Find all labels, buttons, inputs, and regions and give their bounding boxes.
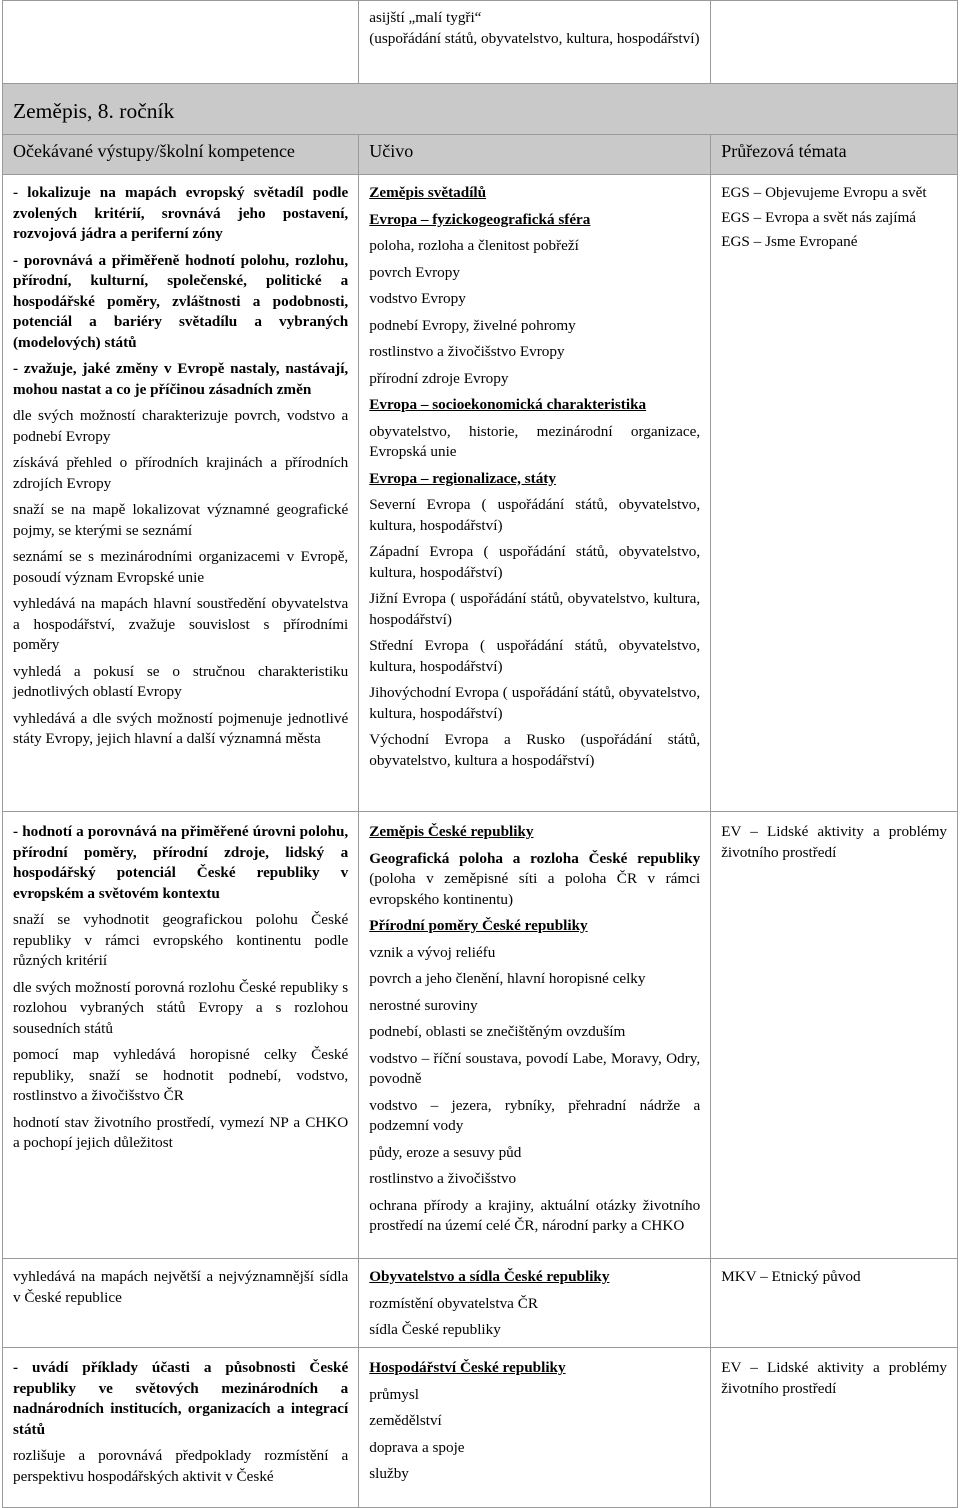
output-item: - zvažuje, jaké změny v Evropě nastaly, nastávají, mohou nastat a co je příčinou zásadních změn — [13, 360, 349, 398]
header-outputs: Očekávané výstupy/školní kompetence — [3, 135, 359, 175]
output-item: snaží se na mapě lokalizovat významné geografické pojmy, se kterými se seznámí — [13, 501, 349, 539]
population-content — [359, 1259, 711, 1348]
output-item: hodnotí stav životního prostředí, vymezí NP a CHKO a pochopí jejich důležitost — [13, 1113, 349, 1151]
title-row — [3, 84, 958, 135]
output-item: - hodnotí a porovnává na přiměřené úrovni polohu, přírodní poměry, přírodní zdroje, lidský a hospodářský potenciál České republiky v evropském a světovém kontextu — [13, 823, 349, 902]
cross-curricular-topic: EV – Lidské aktivity a problémy životního prostředí — [721, 1359, 947, 1397]
top-line2: (uspořádání států, obyvatelstvo, kultura, hospodářství) — [369, 29, 700, 47]
top-line1: asijští „malí tygři“ — [369, 9, 482, 26]
cross-curricular-topic: EGS – Evropa a svět nás zajímá — [721, 208, 917, 226]
output-item: - porovnává a přiměřeně hodnotí polohu, rozlohu, přírodní, kulturní, společenské, politické a hospodářské poměry, zvláštnosti a podobnosti, potenciál a bariéry světadílu a vybraných (modelových) států — [13, 251, 349, 351]
content-item: zemědělství — [369, 1412, 442, 1429]
output-item: - uvádí příklady účasti a působnosti České republiky ve světových mezinárodních a nadnárodních institucích, organizacích a integrací států — [13, 1359, 349, 1438]
cross-curricular-topic: MKV – Etnický původ — [721, 1268, 861, 1285]
top-col2 — [359, 1, 711, 84]
czech-heading: Zeměpis České republiky — [369, 823, 534, 840]
content-item: Západní Evropa ( uspořádání států, obyvatelstvo, kultura, hospodářství) — [369, 543, 701, 581]
czech-geo-position — [369, 849, 700, 911]
geo-rest: (poloha v zeměpisné síti a poloha ČR v rámci evropského kontinentu) — [369, 870, 701, 908]
content-heading: Přírodní poměry České republiky — [369, 917, 588, 934]
content-item: nerostné suroviny — [369, 996, 478, 1014]
content-item: povrch Evropy — [369, 263, 460, 281]
curriculum-table — [2, 0, 958, 1508]
cross-curricular-topic: EGS – Jsme Evropané — [721, 233, 858, 250]
economy-content — [359, 1348, 711, 1508]
top-col3 — [711, 1, 958, 84]
cross-curricular-topic: EV – Lidské aktivity a problémy životního prostředí — [721, 823, 947, 861]
content-item: obyvatelstvo, historie, mezinárodní organizace, Evropská unie — [369, 422, 701, 460]
content-heading: Evropa – regionalizace, státy — [369, 469, 556, 487]
content-item: doprava a spoje — [369, 1438, 465, 1456]
output-item: dle svých možností charakterizuje povrch, vodstvo a podnebí Evropy — [13, 407, 349, 445]
output-item: získává přehled o přírodních krajinách a přírodních zdrojích Evropy — [13, 454, 349, 492]
row-economy — [3, 1348, 958, 1508]
content-item: Východní Evropa a Rusko (uspořádání států, obyvatelstvo, kultura a hospodářství) — [369, 731, 701, 769]
content-item: rostlinstvo a živočišstvo — [369, 1170, 517, 1187]
population-outputs — [3, 1259, 359, 1348]
content-item: vodstvo – jezera, rybníky, přehradní nádrže a podzemní vody — [369, 1096, 701, 1134]
europe-content — [359, 175, 711, 812]
output-item: vyhledá a pokusí se o stručnou charakteristiku jednotlivých oblastí Evropy — [13, 662, 349, 700]
content-item: přírodní zdroje Evropy — [369, 369, 509, 387]
content-item: Jihovýchodní Evropa ( uspořádání států, obyvatelstvo, kultura, hospodářství) — [369, 684, 701, 722]
czech-nature-content — [359, 812, 711, 1259]
content-item: Jižní Evropa ( uspořádání států, obyvatelstvo, kultura, hospodářství) — [369, 590, 701, 628]
geo-bold: Geografická poloha a rozloha České republiky — [369, 849, 701, 867]
content-item: vodstvo – říční soustava, povodí Labe, Moravy, Odry, povodně — [369, 1049, 701, 1087]
content-item: půdy, eroze a sesuvy půd — [369, 1143, 522, 1161]
content-heading: Evropa – fyzickogeografická sféra — [369, 210, 591, 228]
output-item: dle svých možností porovná rozlohu České republiky s rozlohou vybraných států Evropy a s rozlohou sousedních států — [13, 978, 349, 1037]
content-item: podnebí, oblasti se znečištěným ovzduším — [369, 1023, 626, 1040]
content-item: služby — [369, 1465, 409, 1482]
top-col1 — [3, 1, 359, 84]
cross-curricular-topic: EGS – Objevujeme Evropu a svět — [721, 184, 927, 201]
row-czech-nature — [3, 812, 958, 1259]
content-item: ochrana přírody a krajiny, aktuální otázky životního prostředí na území celé ČR, národní parky a CHKO — [369, 1196, 701, 1234]
czech-nature-outputs — [3, 812, 359, 1259]
header-content: Učivo — [359, 135, 711, 175]
row-europe — [3, 175, 958, 812]
economy-outputs — [3, 1348, 359, 1508]
content-item: povrch a jeho členění, hlavní horopisné celky — [369, 970, 646, 987]
content-item: poloha, rozloha a členitost pobřeží — [369, 237, 579, 254]
output-item: vyhledává na mapách největší a nejvýznamnější sídla v České republice — [13, 1268, 349, 1306]
row-population — [3, 1259, 958, 1348]
header-topics: Průřezová témata — [711, 135, 958, 175]
content-item: vodstvo Evropy — [369, 290, 466, 307]
czech-nature-list — [369, 916, 700, 1237]
header-row — [3, 135, 958, 175]
page-title: Zeměpis, 8. ročník — [3, 84, 958, 135]
content-item: Severní Evropa ( uspořádání států, obyvatelstvo, kultura, hospodářství) — [369, 496, 701, 534]
output-item: - lokalizuje na mapách evropský světadíl podle zvolených kritérií, srovnává jeho postavení, rozvojová jádra a periferní zóny — [13, 184, 349, 242]
output-item: rozlišuje a porovnává předpoklady rozmístění a perspektivu hospodářských aktivit v České — [13, 1447, 349, 1485]
top-continuation-row — [3, 1, 958, 84]
output-item: pomocí map vyhledává horopisné celky České republiky, snaží se hodnotit podnebí, vodstvo, rostlinstvo a živočišstvo ČR — [13, 1046, 349, 1104]
output-item: vyhledává a dle svých možností pojmenuje jednotlivé státy Evropy, jejich hlavní a další významná města — [13, 709, 349, 747]
content-item: rostlinstvo a živočišstvo Evropy — [369, 343, 565, 360]
output-item: seznámí se s mezinárodními organizacemi v Evropě, posoudí význam Evropské unie — [13, 548, 349, 586]
population-topics — [711, 1259, 958, 1348]
czech-nature-topics — [711, 812, 958, 1259]
content-heading: Evropa – socioekonomická charakteristika — [369, 396, 647, 413]
content-item: rozmístění obyvatelstva ČR — [369, 1294, 538, 1312]
europe-outputs — [3, 175, 359, 812]
content-item: Střední Evropa ( uspořádání států, obyvatelstvo, kultura, hospodářství) — [369, 637, 701, 675]
content-item: podnebí Evropy, živelné pohromy — [369, 316, 576, 334]
content-item: sídla České republiky — [369, 1321, 501, 1338]
content-item: vznik a vývoj reliéfu — [369, 943, 496, 961]
content-heading: Hospodářství České republiky — [369, 1359, 566, 1376]
economy-topics — [711, 1348, 958, 1508]
output-item: vyhledává na mapách hlavní soustředění obyvatelstva a hospodářství, zvažuje souvislost s přírodními poměry — [13, 595, 349, 653]
content-heading: Zeměpis světadílů — [369, 184, 487, 201]
content-item: průmysl — [369, 1385, 420, 1403]
output-item: snaží se vyhodnotit geografickou polohu České republiky v rámci evropského kontinentu podle různých kritérií — [13, 911, 349, 969]
content-heading: Obyvatelstvo a sídla České republiky — [369, 1268, 610, 1285]
europe-topics — [711, 175, 958, 812]
